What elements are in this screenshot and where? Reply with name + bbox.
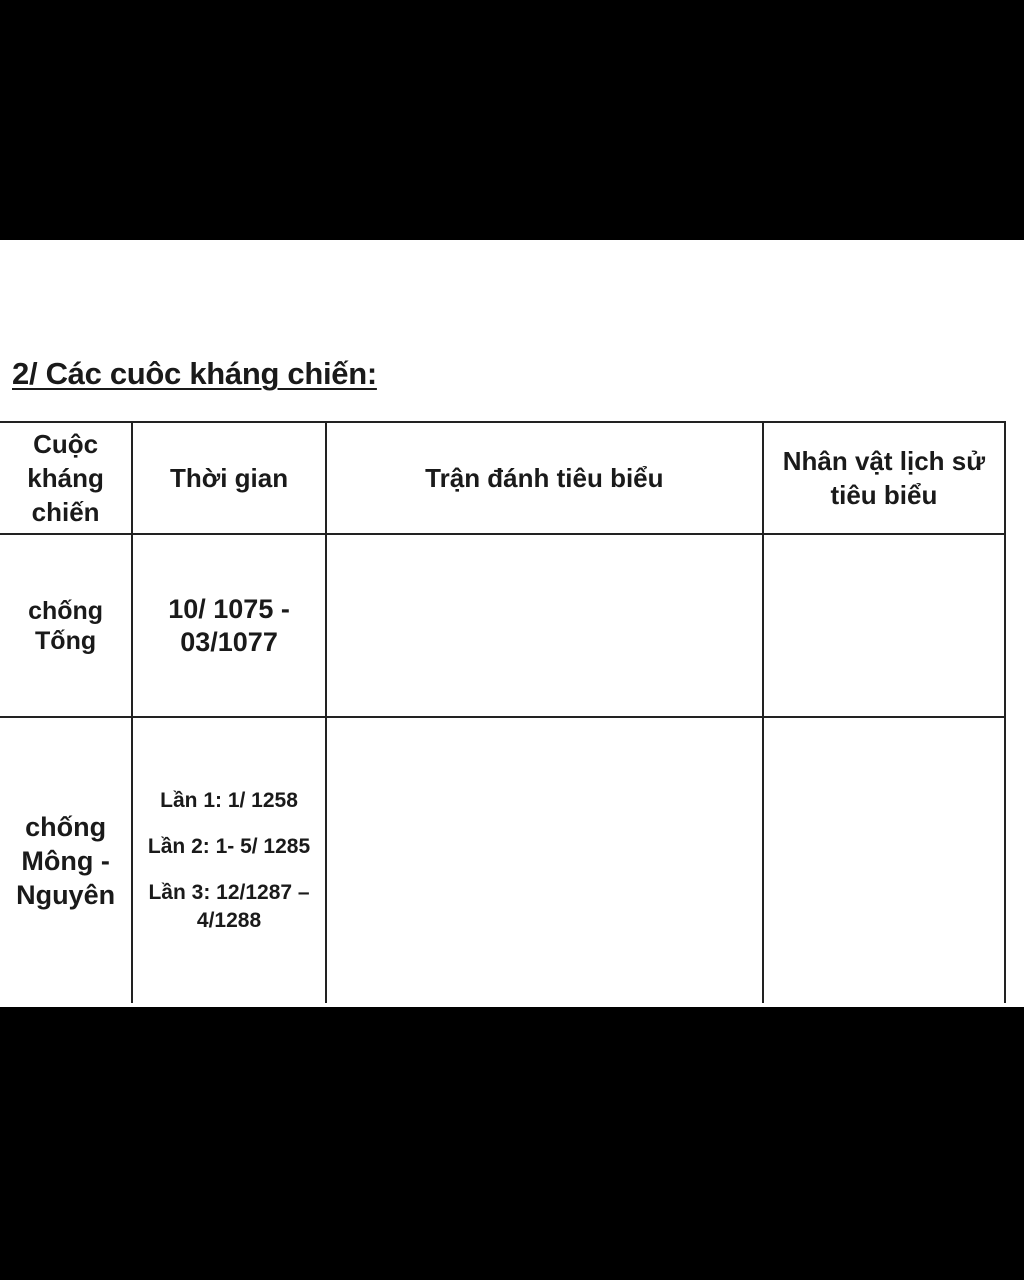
- header-label: Trận đánh tiêu biểu: [425, 463, 664, 493]
- table-row: [0, 717, 1005, 1003]
- header-cell-resistance: [0, 422, 132, 534]
- header-cell-time: [132, 422, 326, 534]
- cell-time-list: [132, 717, 326, 1003]
- cell-battles: [326, 534, 763, 717]
- cell-resistance-name: [0, 534, 132, 717]
- resistance-name: chống Mông - Nguyên: [16, 811, 116, 910]
- header-label: Nhân vật lịch sử tiêu biểu: [782, 446, 986, 510]
- section-heading: 2/ Các cuôc kháng chiến:: [12, 356, 377, 391]
- cell-figures: [763, 717, 1005, 1003]
- table-row: [0, 534, 1005, 717]
- time-range: 10/ 1075 - 03/1077: [168, 593, 290, 657]
- cell-time: [132, 534, 326, 717]
- header-cell-battles: [326, 422, 763, 534]
- cell-resistance-name: [0, 717, 132, 1003]
- time-entry: Lần 3: 12/1287 – 4/1288: [148, 880, 310, 932]
- cell-figures: [763, 534, 1005, 717]
- time-entry: Lần 1: 1/ 1258: [160, 788, 298, 812]
- header-label: Cuộc kháng chiến: [27, 429, 104, 527]
- header-label: Thời gian: [169, 463, 289, 493]
- table-header-row: [0, 422, 1005, 534]
- document-page: [0, 240, 1024, 1007]
- cell-battles: [326, 717, 763, 1003]
- resistance-name: chống Tống: [28, 596, 104, 655]
- resistance-table: [0, 421, 1006, 1003]
- header-cell-figures: [763, 422, 1005, 534]
- time-entry: Lần 2: 1- 5/ 1285: [147, 834, 311, 858]
